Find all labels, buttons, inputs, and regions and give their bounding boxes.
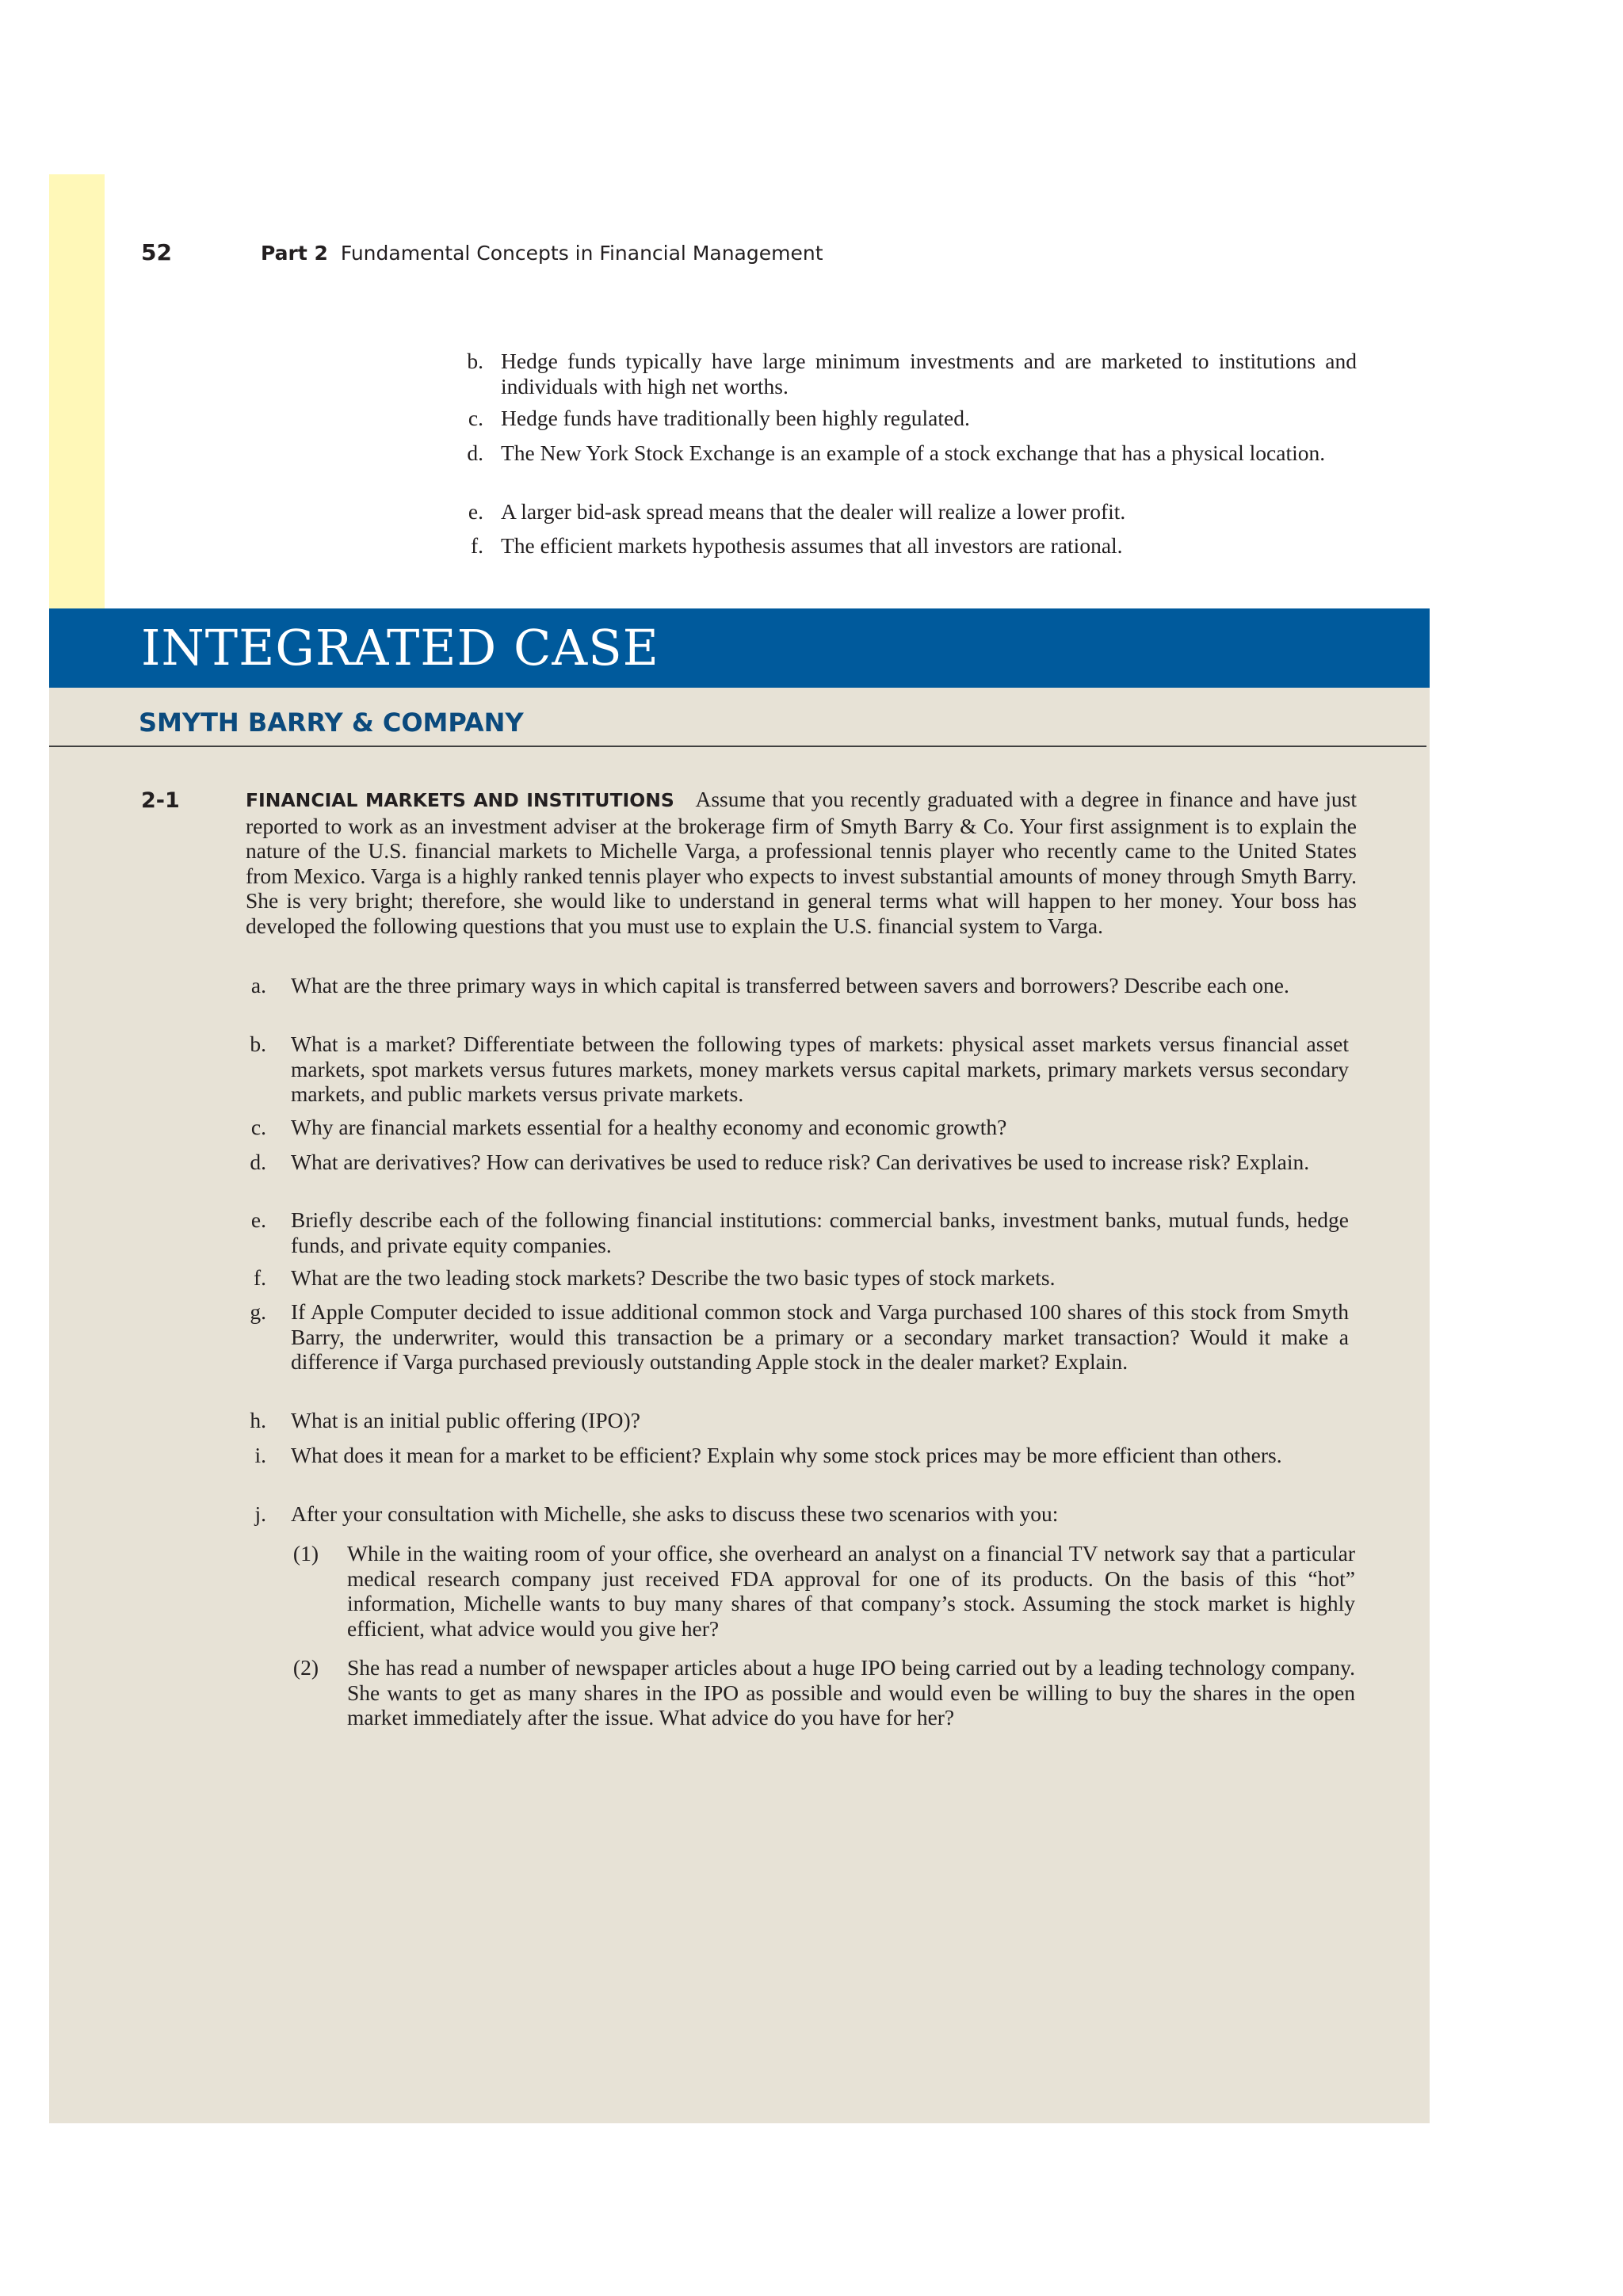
section-divider [49,746,1426,747]
case-number: 2-1 [141,788,180,813]
question-text: Why are financial markets essential for a healthy economy and economic growth? [291,1115,1007,1139]
list-item-text: The efficient markets hypothesis assumes that all investors are rational. [501,533,1123,558]
question-label: d. [250,1150,266,1174]
scenario-label: (1) [292,1541,319,1566]
question-text: What are the three primary ways in which capital is transferred between savers and borrowers? Describe each one. [291,973,1289,997]
list-item-text: A larger bid-ask spread means that the dealer will realize a lower profit. [501,499,1126,524]
question-text: What are the two leading stock markets? Describe the two basic types of stock markets. [291,1265,1056,1290]
question-label: e. [250,1207,266,1232]
scenario-label: (2) [292,1655,319,1680]
list-item-label: c. [468,406,483,430]
case-heading: FINANCIAL MARKETS AND INSTITUTIONS [246,789,674,811]
case-intro-paragraph [246,787,1357,938]
page-number: 52 [141,239,172,265]
question-text: After your consultation with Michelle, she asks to discuss these two scenarios with you: [291,1501,1059,1526]
margin-highlight-bar [49,174,105,608]
list-item-label: d. [467,441,483,465]
question-label: a. [250,973,266,997]
list-item-label: b. [467,349,483,373]
question-text: If Apple Computer decided to issue additional common stock and Varga purchased 100 shares of this stock from Smyth Barry, the underwriter, would this transaction be a primary or a secondary market transaction? Would it make a difference if Varga purchased previously outstanding Apple stock in the dealer market? Explain. [291,1299,1349,1374]
scenario-text: While in the waiting room of your office, she overheard an analyst on a financial TV network say that a particular medical research company just received FDA approval for one of its products. On the basis of this “hot” information, Michelle wants to buy many shares of that company’s stock. Assuming the stock market is highly efficient, what advice would you give her? [347,1541,1355,1641]
part-label: Part 2 [261,242,328,265]
question-label: b. [250,1032,266,1056]
scenario-text: She has read a number of newspaper articles about a huge IPO being carried out by a leading technology company. She wants to get as many shares in the IPO as possible and would even be willing to buy the shares in the open market immediately after the issue. What advice do you have for her? [347,1655,1355,1730]
list-item-text: Hedge funds typically have large minimum investments and are marketed to institutions and individuals with high net worths. [501,349,1357,399]
question-text: What are derivatives? How can derivatives be used to reduce risk? Can derivatives be used to increase risk? Explain. [291,1150,1310,1174]
part-title: Fundamental Concepts in Financial Management [340,242,823,265]
banner-title: INTEGRATED CASE [141,619,659,677]
question-label: h. [250,1408,266,1432]
question-label: j. [254,1501,266,1526]
case-intro-text: Assume that you recently graduated with a degree in finance and have just reported to work as an investment adviser at the brokerage firm of Smyth Barry & Co. Your first assignment is to explain the nature of the U.S. financial markets to Michelle Varga, a professional tennis player who recently came to the United States from Mexico. Varga is a highly ranked tennis player who expects to invest substantial amounts of money through Smyth Barry. She is very bright; therefore, she would like to understand in general terms what will happen to her money. Your boss has developed the following questions that you must use to explain the U.S. financial system to Varga. [246,787,1357,938]
question-text: What does it mean for a market to be efficient? Explain why some stock prices may be more efficient than others. [291,1443,1282,1467]
question-text: Briefly describe each of the following financial institutions: commercial banks, investment banks, mutual funds, hedge funds, and private equity companies. [291,1207,1349,1257]
question-label: i. [254,1443,266,1467]
list-item-label: e. [468,499,483,524]
question-text: What is an initial public offering (IPO)? [291,1408,640,1432]
running-head [261,242,823,265]
list-item-text: The New York Stock Exchange is an example of a stock exchange that has a physical location. [501,441,1326,465]
question-text: What is a market? Differentiate between the following types of markets: physical asset markets versus financial asset markets, spot markets versus futures markets, money markets versus capital markets, primary markets versus secondary markets, and public markets versus private markets. [291,1032,1349,1106]
list-item-text: Hedge funds have traditionally been highly regulated. [501,406,970,430]
list-item-label: f. [470,533,483,558]
question-label: c. [250,1115,266,1139]
case-company-title: SMYTH BARRY & COMPANY [139,707,524,738]
question-label: g. [250,1299,266,1324]
question-label: f. [253,1265,266,1290]
